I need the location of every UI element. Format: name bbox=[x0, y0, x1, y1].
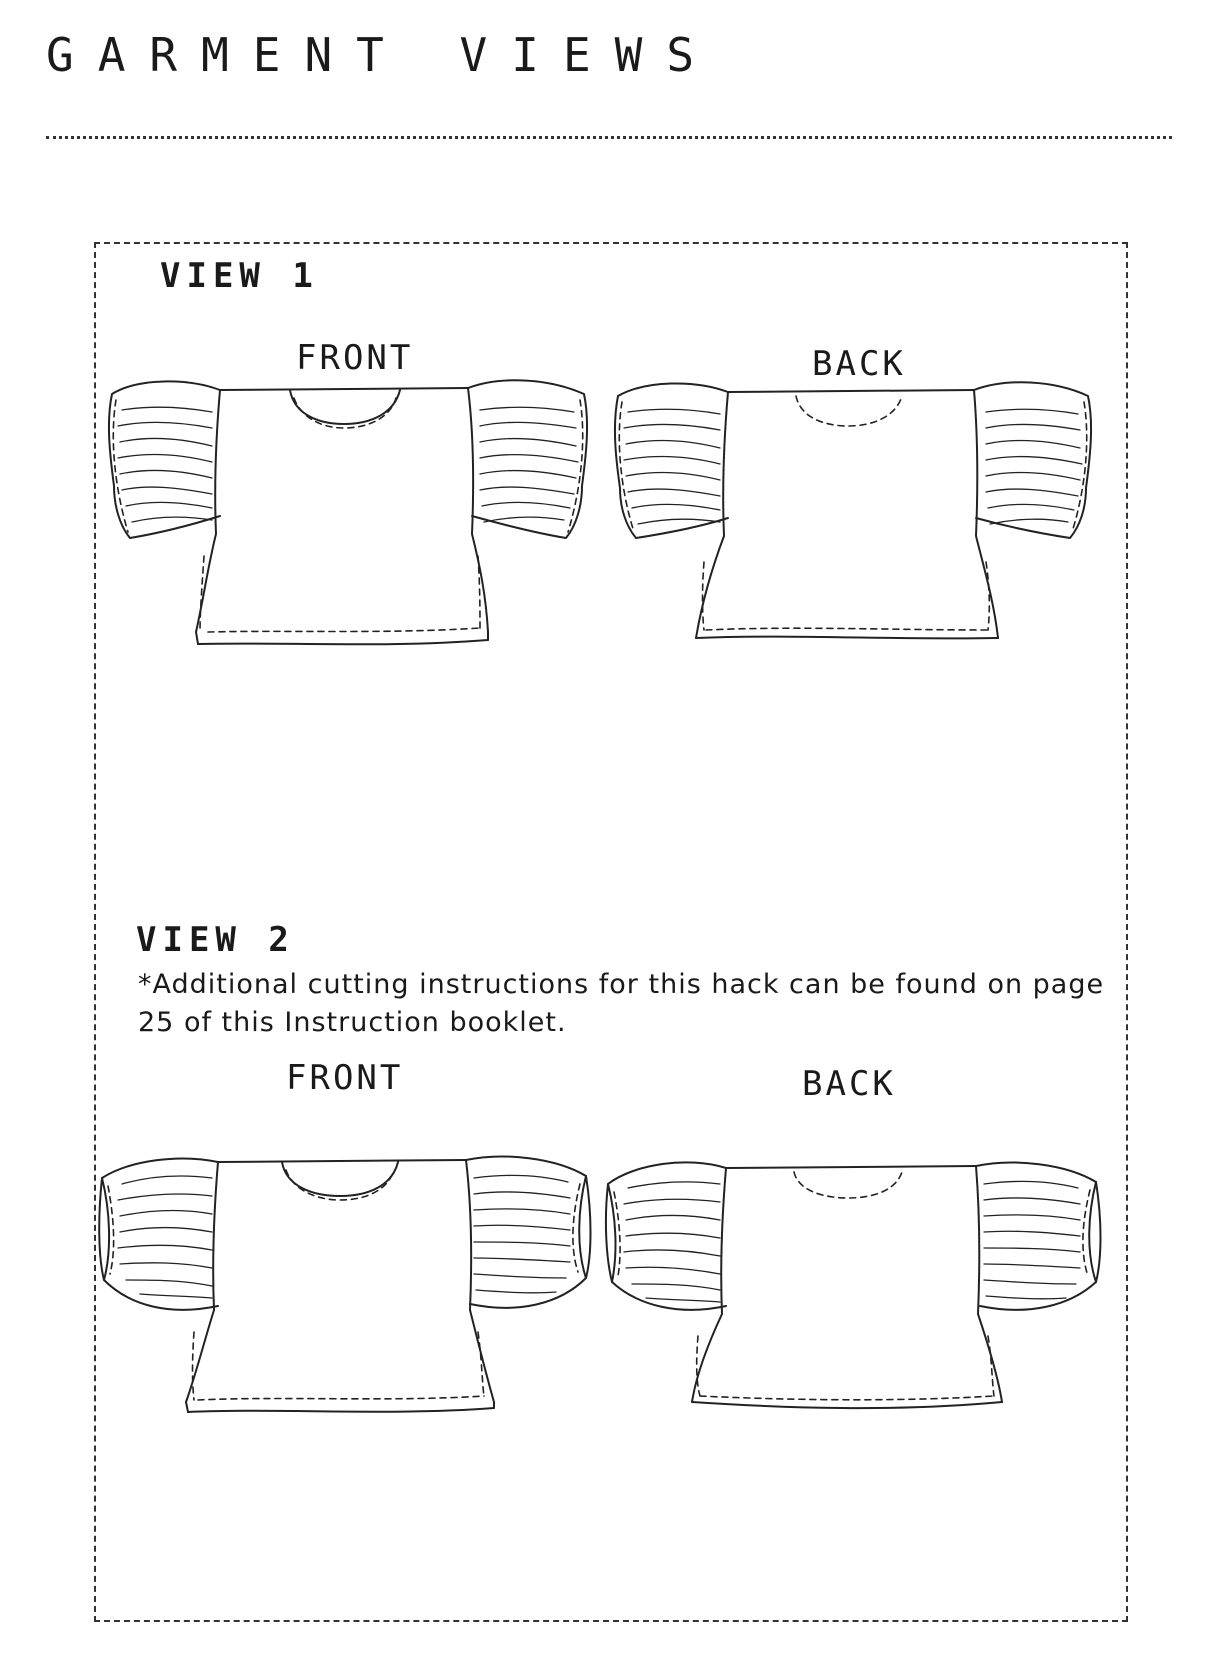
view-1-front-label: FRONT bbox=[296, 338, 414, 378]
view-1-heading: VIEW 1 bbox=[160, 256, 319, 296]
title-divider bbox=[46, 136, 1172, 139]
page-title: GARMENT VIEWS bbox=[46, 28, 719, 82]
view-1-front-drawing bbox=[108, 376, 588, 646]
view-2-front-label: FRONT bbox=[286, 1058, 404, 1098]
view-2-heading: VIEW 2 bbox=[136, 920, 295, 960]
view-1-back-label: BACK bbox=[812, 344, 906, 384]
view-2-back-drawing bbox=[604, 1146, 1104, 1416]
view-1-back-drawing bbox=[612, 376, 1092, 646]
view-2-cutting-note: *Additional cutting instructions for this hack can be found on page 25 of this Instruction booklet. bbox=[138, 969, 1105, 1038]
view-2-front-drawing bbox=[100, 1146, 600, 1416]
view-2-back-label: BACK bbox=[802, 1064, 896, 1104]
